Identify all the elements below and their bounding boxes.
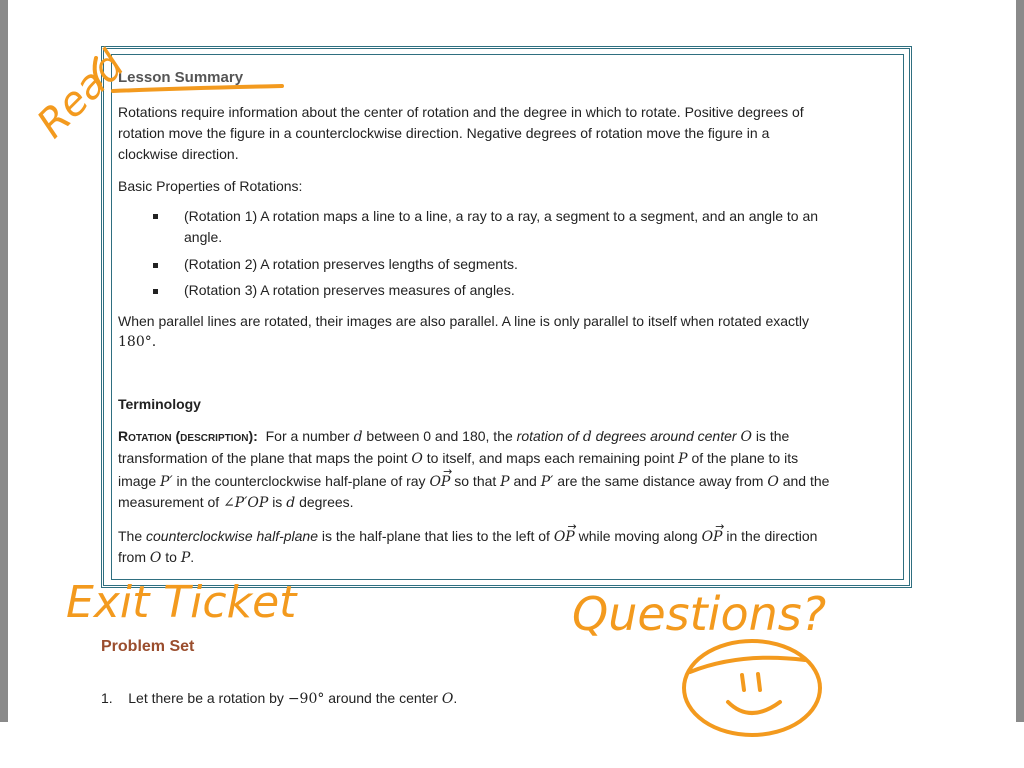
definition-line-1: Rotation (description): For a number d between 0 and 180, the rotation of d degrees around center O is the	[118, 428, 790, 445]
exit-ticket-handwriting: Exit Ticket	[66, 577, 297, 628]
intro-line-3: clockwise direction.	[118, 146, 239, 162]
questions-handwriting: Questions?	[572, 587, 827, 641]
bullet-icon	[153, 263, 158, 268]
property-1-line-2: angle.	[184, 229, 223, 245]
right-edge-bar	[1016, 0, 1024, 722]
properties-heading: Basic Properties of Rotations:	[118, 178, 303, 194]
intro-line-2: rotation move the figure in a counterclockwise direction. Negative degrees of rotation move the figure in a	[118, 125, 770, 141]
bullet-icon	[153, 289, 158, 294]
left-edge-bar	[0, 0, 8, 722]
half-plane-line-1: The counterclockwise half-plane is the half-plane that lies to the left of → OP while moving along → OP in the direction	[118, 526, 817, 548]
problem-set-heading: Problem Set	[101, 638, 195, 655]
definition-line-4: measurement of ∠P′OP is d degrees.	[118, 494, 354, 511]
parallel-text: When parallel lines are rotated, their images are also parallel. A line is only parallel to itself when rotated exactly	[118, 313, 810, 329]
property-3: (Rotation 3) A rotation preserves measures of angles.	[184, 282, 515, 298]
half-plane-line-2: from O to P.	[118, 549, 195, 566]
intro-line-1: Rotations require information about the center of rotation and the degree in which to rotate. Positive degrees of	[118, 104, 804, 120]
problem-1: 1. Let there be a rotation by −90° around the center O.	[101, 690, 458, 707]
terminology-heading: Terminology	[118, 396, 201, 412]
lesson-summary-heading: Lesson Summary	[118, 69, 244, 86]
parallel-value: 180°.	[118, 334, 157, 350]
definition-line-2: transformation of the plane that maps the point O to itself, and maps each remaining point P of the plane to its	[118, 450, 799, 467]
property-2: (Rotation 2) A rotation preserves lengths of segments.	[184, 256, 518, 272]
document-page	[8, 0, 1016, 722]
definition-line-3: image P′ in the counterclockwise half-plane of ray → OP so that P and P′ are the same distance away from O and the	[118, 471, 829, 493]
read-handwriting: Read	[28, 42, 134, 148]
bullet-icon	[153, 214, 158, 219]
property-1-line-1: (Rotation 1) A rotation maps a line to a line, a ray to a ray, a segment to a segment, and an angle to an	[184, 208, 819, 224]
